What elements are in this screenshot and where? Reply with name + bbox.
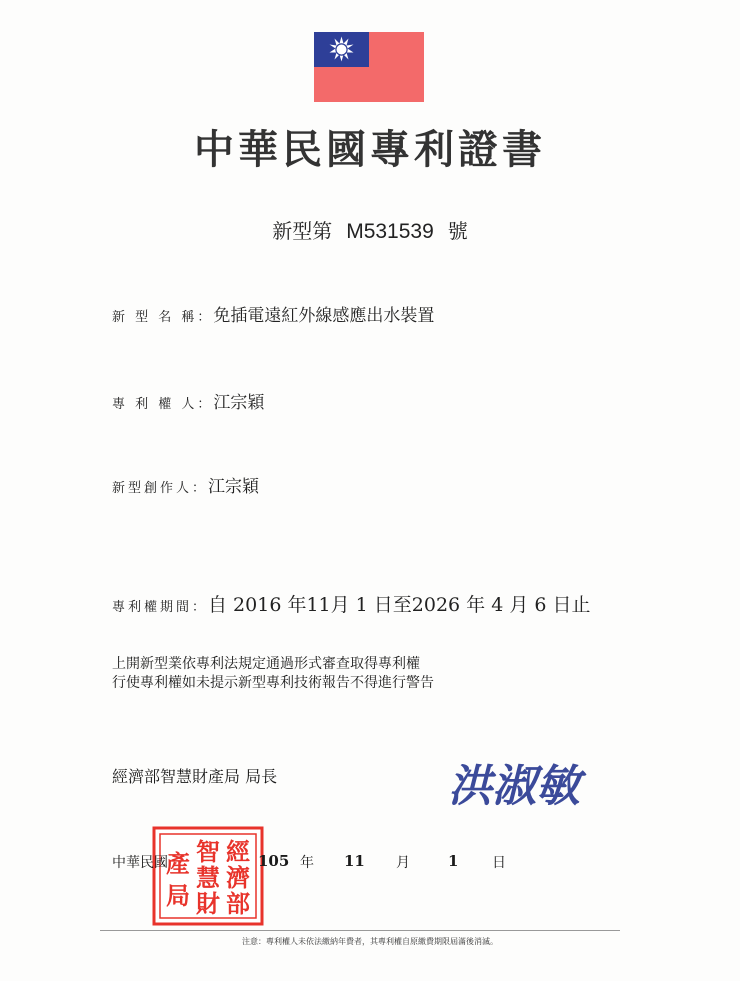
official-seal-stamp bbox=[152, 826, 264, 926]
utility-model-name-row bbox=[112, 301, 434, 326]
creator-row bbox=[112, 472, 259, 497]
svg-text:產: 產 bbox=[166, 849, 190, 878]
patentee-value: 江宗穎 bbox=[213, 393, 265, 413]
patentee-row bbox=[112, 388, 264, 413]
patent-type-suffix: 號 bbox=[447, 219, 468, 243]
svg-text:洪淑敏: 洪淑敏 bbox=[448, 761, 580, 812]
svg-text:經: 經 bbox=[226, 837, 250, 866]
legal-notice bbox=[112, 655, 434, 693]
patentee-label: 專 利 權 人： bbox=[112, 397, 214, 412]
svg-text:部: 部 bbox=[226, 889, 250, 918]
roc-flag-icon bbox=[314, 32, 424, 102]
utility-model-name-label: 新 型 名 稱： bbox=[112, 310, 214, 325]
date-day-unit: 日 bbox=[492, 855, 506, 871]
creator-label: 新型創作人： bbox=[112, 481, 209, 496]
patent-period-label: 專利權期間： bbox=[112, 600, 209, 615]
legal-notice-line: 上開新型業依專利法規定通過形式審查取得專利權 bbox=[112, 656, 420, 672]
patent-number: M531539 bbox=[346, 220, 434, 243]
svg-text:局: 局 bbox=[166, 881, 190, 910]
director-signature bbox=[448, 755, 618, 815]
footer-divider bbox=[100, 930, 620, 931]
date-month: 11 bbox=[344, 852, 365, 870]
patent-number-line bbox=[0, 215, 740, 244]
svg-text:智: 智 bbox=[196, 837, 220, 866]
date-year: 105 bbox=[258, 852, 290, 870]
footer-notice: 注意：專利權人未依法繳納年費者，其專利權自原繳費期限屆滿後消滅。 bbox=[242, 937, 498, 946]
svg-text:財: 財 bbox=[196, 889, 220, 918]
patent-period-row bbox=[112, 590, 591, 617]
patent-type-prefix: 新型第 bbox=[272, 219, 333, 243]
svg-text:慧: 慧 bbox=[196, 863, 220, 892]
issue-date bbox=[112, 852, 532, 872]
legal-notice-line: 行使專利權如未提示新型專利技術報告不得進行警告 bbox=[112, 675, 434, 691]
date-day: 1 bbox=[448, 852, 459, 870]
date-year-unit: 年 bbox=[300, 855, 314, 871]
certificate-title: 中華民國專利證書 bbox=[194, 126, 546, 173]
svg-text:濟: 濟 bbox=[226, 863, 250, 892]
issuing-authority: 經濟部智慧財產局 局長 bbox=[112, 767, 278, 786]
utility-model-name-value: 免插電遠紅外線感應出水裝置 bbox=[213, 306, 435, 326]
date-month-unit: 月 bbox=[396, 855, 410, 871]
patent-period-value: 自 2016 年11月 1 日至2026 年 4 月 6 日止 bbox=[208, 594, 591, 616]
creator-value: 江宗穎 bbox=[208, 477, 260, 497]
date-era-prefix: 中華民國 bbox=[112, 855, 168, 871]
